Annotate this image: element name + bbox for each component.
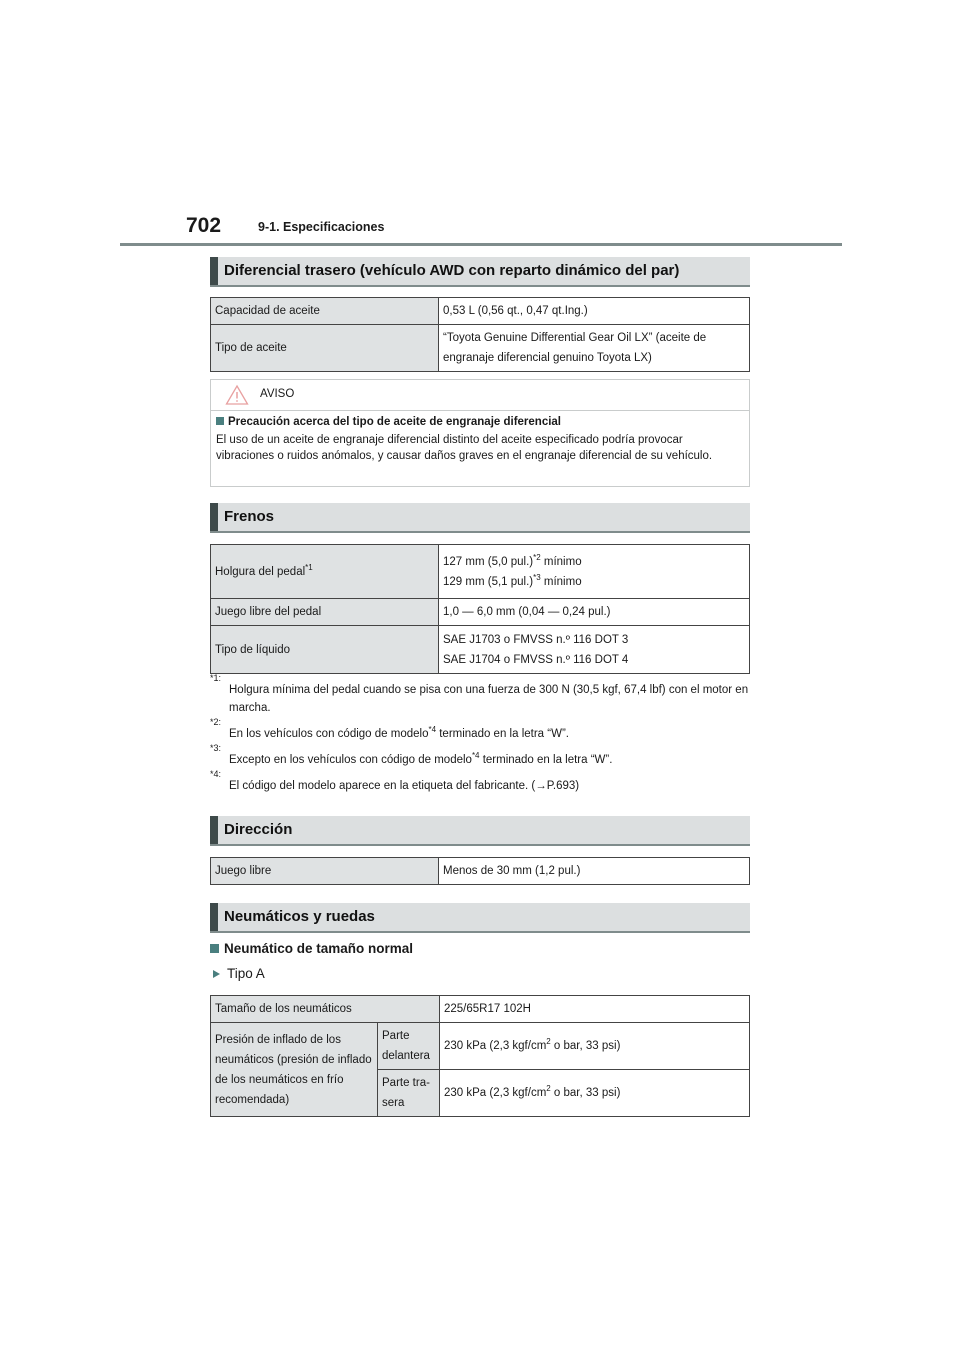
section-title: 9-1. Especificaciones [258, 220, 385, 234]
oil-type-line-2: engranaje diferencial genuino Toyota LX) [443, 352, 652, 364]
brakes-heading [210, 503, 750, 533]
oil-capacity-value: 0,53 L (0,56 qt., 0,47 qt.Ing.) [439, 298, 750, 325]
steering-table [210, 857, 750, 885]
pedal-height-v1: 127 mm (5,0 pul.) [443, 555, 534, 568]
tire-type-text: Tipo A [227, 966, 265, 981]
tire-front-value [440, 1023, 750, 1070]
pedal-height-value [439, 545, 750, 599]
pedal-free-play-label: Juego libre del pedal [211, 599, 439, 626]
fluid-type-value [439, 626, 750, 674]
footnote-text-end: terminado en la letra “W”. [436, 728, 569, 740]
footnote-ref: *4 [471, 751, 480, 760]
tire-rear-value-suffix: o bar, 33 psi) [550, 1087, 621, 1099]
warning-triangle-icon [225, 384, 249, 406]
differential-table [210, 297, 750, 372]
tire-rear-label: Parte tra-sera [378, 1070, 440, 1117]
tire-size-value: 225/65R17 102H [440, 996, 750, 1023]
heading-bar [210, 257, 218, 285]
pedal-height-line-1 [443, 552, 745, 572]
pedal-height-label-text: Holgura del pedal [215, 565, 306, 578]
table-row [211, 298, 750, 325]
warning-subtitle [216, 416, 561, 428]
arrow-bullet-icon [213, 970, 220, 978]
tire-front-value-text: 230 kPa (2,3 kgf/cm [444, 1040, 547, 1052]
brakes-title: Frenos [224, 508, 275, 525]
pedal-free-play-value: 1,0 — 6,0 mm (0,04 — 0,24 pul.) [439, 599, 750, 626]
square-bullet-icon [216, 417, 224, 425]
table-row [211, 858, 750, 885]
tire-type-heading [213, 966, 265, 981]
footnotes [210, 673, 755, 803]
footnote-text: Holgura mínima del pedal cuando se pisa con una fuerza de 300 N (30,5 kgf, 67,4 lbf) con el motor en marcha. [229, 684, 749, 714]
pedal-height-v2: 129 mm (5,1 pul.) [443, 575, 534, 588]
tire-rear-value-text: 230 kPa (2,3 kgf/cm [444, 1087, 547, 1099]
tire-size-label: Tamaño de los neumáticos [211, 996, 440, 1023]
footnote-ref: *2 [533, 552, 541, 562]
tires-table [210, 995, 750, 1117]
page-number: 702 [186, 214, 222, 237]
oil-type-value [439, 325, 750, 372]
footnote-text: En los vehículos con código de modelo [229, 728, 429, 740]
footnote: *3: Excepto en los vehículos con código de modelo$^{*4}$ terminado en la letra “W”. [210, 743, 613, 766]
oil-type-line-1: “Toyota Genuine Differential Gear Oil LX” (aceite de [443, 332, 707, 344]
steering-free-play-label: Juego libre [211, 858, 439, 885]
warning-header [211, 380, 749, 411]
footnote: *4: El código del modelo aparece en la etiqueta del fabricante. (→P.693) [210, 769, 580, 792]
pedal-height-label [211, 545, 439, 599]
steering-title: Dirección [224, 821, 293, 838]
heading-bar [210, 816, 218, 844]
square-bullet-icon [210, 944, 219, 953]
exponent: 2 [546, 1037, 551, 1046]
table-row [211, 325, 750, 372]
fluid-type-line-1: SAE J1703 o FMVSS n.º 116 DOT 3 [443, 633, 629, 646]
fluid-type-label: Tipo de líquido [211, 626, 439, 674]
steering-heading [210, 816, 750, 846]
footnote-text: Excepto en los vehículos con código de modelo [229, 754, 472, 766]
oil-capacity-label: Capacidad de aceite [211, 298, 439, 325]
pedal-height-v1-suffix: mínimo [540, 555, 582, 568]
tires-title: Neumáticos y ruedas [224, 908, 375, 925]
warning-subtitle-text: Precaución acerca del tipo de aceite de engranaje diferencial [228, 416, 562, 428]
differential-title: Diferencial trasero (vehículo AWD con reparto dinámico del par) [224, 262, 680, 279]
exponent: 2 [546, 1084, 551, 1093]
warning-label: AVISO [260, 388, 295, 400]
table-row [211, 1023, 750, 1070]
table-row [211, 626, 750, 674]
tire-size-subheading [210, 941, 413, 956]
footnote: *1: Holgura mínima del pedal cuando se pisa con una fuerza de 300 N (30,5 kgf, 67,4 lbf) con el motor en marcha. [210, 673, 749, 714]
table-row [211, 996, 750, 1023]
tire-size-subheading-text: Neumático de tamaño normal [224, 941, 414, 956]
header-divider [120, 243, 842, 246]
warning-text: El uso de un aceite de engranaje diferencial distinto del aceite especificado podría provocar vibraciones o ruidos anómalos, y causar daños graves en el engranaje diferencial de su vehículo. [216, 434, 713, 462]
warning-box [210, 379, 750, 487]
footnote-ref: *3 [533, 572, 541, 582]
tire-front-value-suffix: o bar, 33 psi) [550, 1040, 621, 1052]
tires-heading [210, 903, 750, 933]
differential-heading [210, 257, 750, 287]
footnote-text: El código del modelo aparece en la etiqueta del fabricante. (→P.693) [229, 780, 580, 792]
oil-type-label: Tipo de aceite [211, 325, 439, 372]
table-row [211, 599, 750, 626]
heading-bar [210, 503, 218, 531]
steering-free-play-value: Menos de 30 mm (1,2 pul.) [439, 858, 750, 885]
footnote-ref: *4 [428, 725, 437, 734]
tire-pressure-label: Presión de inflado de los neumáticos (presión de inflado de los neumáticos en frío recomendada) [211, 1023, 378, 1117]
table-row [211, 545, 750, 599]
fluid-type-line-2: SAE J1704 o FMVSS n.º 116 DOT 4 [443, 653, 629, 666]
tire-front-label: Parte delantera [378, 1023, 440, 1070]
heading-bar [210, 903, 218, 931]
footnote-ref: *1 [305, 562, 313, 572]
pedal-height-v2-suffix: mínimo [540, 575, 582, 588]
pedal-height-line-2 [443, 572, 745, 592]
footnote: *2: En los vehículos con código de modelo$^{*4}$ terminado en la letra “W”. [210, 717, 569, 740]
footnote-text-end: terminado en la letra “W”. [479, 754, 613, 766]
tire-rear-value [440, 1070, 750, 1117]
brakes-table [210, 544, 750, 674]
